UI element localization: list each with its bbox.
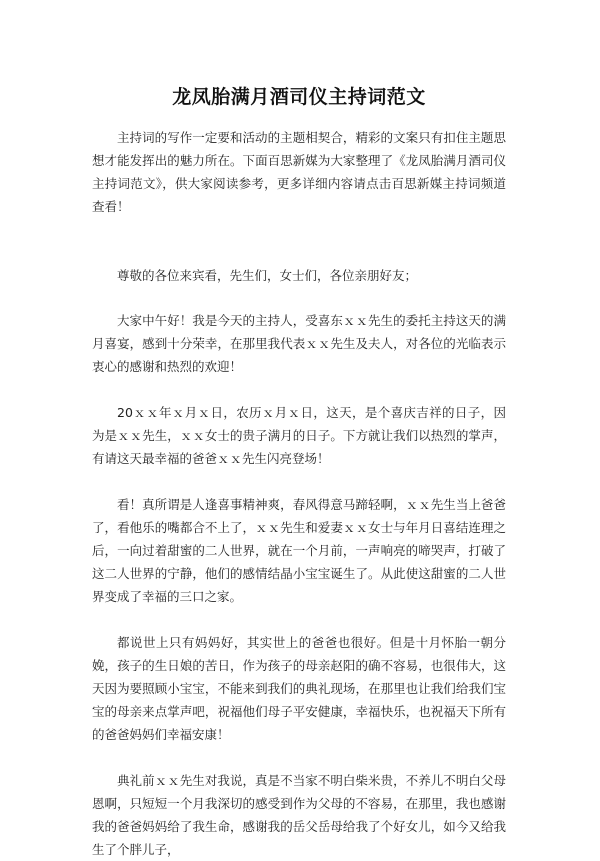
document-title: 龙凤胎满月酒司仪主持词范文 xyxy=(172,86,426,108)
body-paragraph: 20ｘｘ年ｘ月ｘ日，农历ｘ月ｘ日，这天，是个喜庆吉祥的日子，因为是ｘｘ先生，ｘｘ女士的贵子满月的日子。下方就让我们以热烈的掌声，有请这天最幸福的爸爸ｘｘ先生闪亮登场！ xyxy=(92,405,506,466)
body-paragraph: 典礼前ｘｘ先生对我说，真是不当家不明白柴米贵，不养儿不明白父母恩啊，只短短一个月我深切的感受到作为父母的不容易，在那里，我也感谢我的爸爸妈妈给了我生命，感谢我的岳父岳母给我了个好女儿，如今又给我生了个胖儿子， xyxy=(92,773,506,857)
intro-paragraph: 主持词的写作一定要和活动的主题相契合，精彩的文案只有扣住主题思想才能发挥出的魅力所在。下面百思新媒为大家整理了《龙凤胎满月酒司仪主持词范文》，供大家阅读参考，更多详细内容请点击百思新媒主持词频道查看！ xyxy=(92,130,506,214)
document-body xyxy=(92,264,506,861)
body-paragraph: 看！真所谓是人逢喜事精神爽，春风得意马蹄轻啊，ｘｘ先生当上爸爸了，看他乐的嘴都合不上了，ｘｘ先生和爱妻ｘｘ女士与年月日喜结连理之后，一向过着甜蜜的二人世界，就在一个月前，一声响亮的啼哭声，打破了这二人世界的宁静，他们的感情结晶小宝宝诞生了。从此使这甜蜜的二人世界变成了幸福的三口之家。 xyxy=(92,497,506,604)
body-paragraph: 都说世上只有妈妈好，其实世上的爸爸也很好。但是十月怀胎一朝分娩，孩子的生日娘的苦日，作为孩子的母亲赵阳的确不容易，也很伟大，这天因为要照顾小宝宝，不能来到我们的典礼现场，在那里也让我们给我们宝宝的母亲来点掌声吧，祝福他们母子平安健康，幸福快乐，也祝福天下所有的爸爸妈妈们幸福安康！ xyxy=(92,635,506,742)
body-paragraph-greeting: 尊敬的各位来宾看，先生们，女士们，各位亲朋好友； xyxy=(117,268,418,283)
body-paragraph: 大家中午好！我是今天的主持人，受喜东ｘｘ先生的委托主持这天的满月喜宴，感到十分荣幸，在那里我代表ｘｘ先生及夫人，对各位的光临表示衷心的感谢和热烈的欢迎！ xyxy=(92,313,506,374)
